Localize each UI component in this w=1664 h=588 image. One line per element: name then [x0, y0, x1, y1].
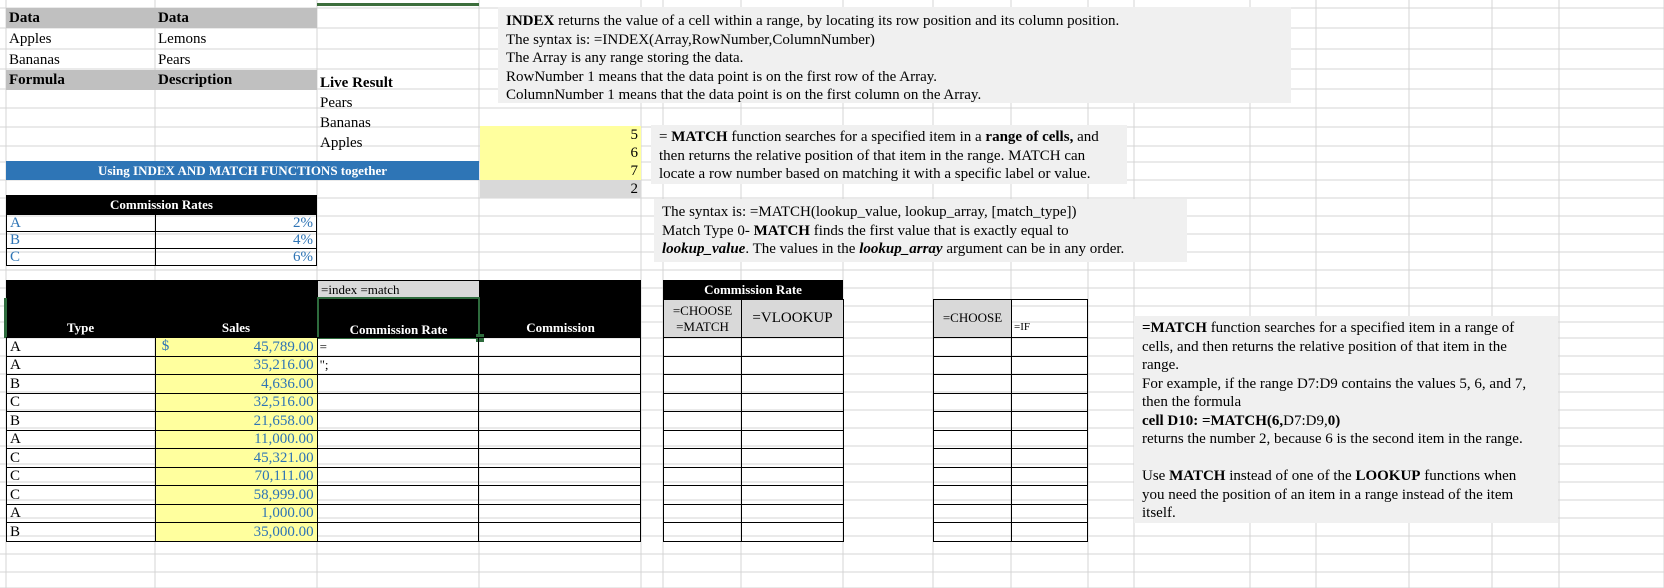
sales-header[interactable]: Sales	[221, 320, 251, 335]
match-result[interactable]: 2	[480, 180, 641, 198]
rate-type-a[interactable]: A	[7, 215, 156, 232]
table-row	[7, 467, 641, 486]
empty-cell[interactable]	[1012, 449, 1088, 468]
note-text: you need the position of an item in a range instead of the item	[1142, 486, 1514, 503]
note-text: function searches for a specified item in a range of	[1206, 320, 1515, 336]
sales-value: 21,658.00	[253, 412, 314, 429]
empty-cell[interactable]	[742, 356, 844, 375]
formula-header[interactable]: Formula	[6, 70, 155, 90]
type-cell[interactable]: B	[7, 523, 156, 542]
note-text: For example, if the range D7:D9 contains the values 5, 6, and 7,	[1142, 375, 1527, 392]
note-text: returns the value of a cell within a range, by locating its row position and its column position.	[554, 13, 1120, 29]
empty-cell[interactable]	[742, 449, 844, 468]
note-line	[1142, 430, 1550, 449]
type-cell[interactable]: C	[7, 486, 156, 505]
note-line	[506, 49, 1283, 68]
note-line	[1142, 486, 1550, 505]
note-text: Use	[1142, 468, 1170, 484]
note-text: argument can be in any order.	[942, 241, 1125, 257]
empty-cell[interactable]	[934, 504, 1012, 523]
rate-value-a[interactable]: 2%	[156, 215, 317, 232]
table-row	[7, 375, 641, 394]
table-row	[7, 232, 317, 249]
commission-cell[interactable]	[479, 412, 641, 431]
table-row	[934, 430, 1088, 449]
choose-header[interactable]: =CHOOSE	[934, 300, 1012, 338]
empty-cell[interactable]	[742, 486, 844, 505]
index-explanation-note[interactable]	[498, 7, 1291, 103]
empty-cell[interactable]	[742, 393, 844, 412]
empty-cell[interactable]	[934, 356, 1012, 375]
note-line	[506, 68, 1283, 87]
table-row	[664, 356, 844, 375]
type-header[interactable]: Type	[66, 320, 95, 335]
note-line	[506, 31, 1283, 50]
note-text: then returns the relative position of that item in the range. MATCH can	[659, 147, 1086, 164]
table-row	[934, 375, 1088, 394]
empty-cell[interactable]	[934, 449, 1012, 468]
empty-cell[interactable]	[934, 338, 1012, 357]
sales-value: 11,000.00	[254, 431, 314, 448]
note-text: =MATCH	[1142, 320, 1207, 336]
note-text: The syntax is: =MATCH(lookup_value, lookup_array, [match_type])	[662, 204, 1077, 220]
live-result-3[interactable]: Apples	[320, 135, 363, 151]
commission-cell[interactable]	[479, 393, 641, 412]
note-text: INDEX	[506, 13, 555, 29]
note-line	[659, 128, 1119, 147]
rate-value-b[interactable]: 4%	[156, 232, 317, 249]
sales-value: 58,999.00	[253, 486, 314, 503]
commission-cell[interactable]	[479, 504, 641, 523]
commission-rates-table	[6, 214, 317, 266]
data-header-b[interactable]: Data	[155, 8, 317, 28]
empty-cell[interactable]	[1012, 523, 1088, 542]
note-text: Match Type 0-	[662, 222, 754, 239]
note-line	[1142, 356, 1550, 375]
note-text: MATCH	[1169, 468, 1226, 484]
table-row	[934, 356, 1088, 375]
table-row	[664, 486, 844, 505]
commission-rate-cell[interactable]	[317, 486, 479, 505]
commission-cell[interactable]	[479, 338, 641, 357]
table-row	[7, 393, 641, 412]
sales-cell[interactable]	[155, 412, 317, 431]
sales-value: 45,321.00	[253, 449, 314, 466]
commission-cell[interactable]	[479, 449, 641, 468]
type-cell[interactable]: C	[7, 467, 156, 486]
table-row	[664, 375, 844, 394]
sales-value: 35,000.00	[253, 523, 314, 540]
table-row	[664, 449, 844, 468]
choose-label: =CHOOSE	[672, 302, 733, 318]
empty-cell[interactable]	[934, 393, 1012, 412]
note-line	[1142, 319, 1550, 338]
live-result-1[interactable]: Pears	[320, 95, 353, 111]
empty-cell[interactable]	[664, 504, 742, 523]
sales-value: 70,111.00	[254, 468, 314, 485]
note-text: range of cells,	[985, 129, 1074, 145]
note-line	[506, 12, 1283, 31]
data-header-a[interactable]: Data	[6, 8, 155, 28]
commission-rate-table	[663, 299, 844, 542]
table-row	[7, 504, 641, 523]
if-header[interactable]: =IF	[1012, 300, 1088, 338]
sales-cell[interactable]	[155, 449, 317, 468]
commission-cell[interactable]	[479, 430, 641, 449]
commission-cell[interactable]	[479, 486, 641, 505]
table-row	[7, 486, 641, 505]
description-header[interactable]: Description	[155, 70, 317, 90]
commission-rate-cell[interactable]	[317, 393, 479, 412]
note-text: 0)	[1327, 412, 1341, 429]
type-cell[interactable]: A	[7, 430, 156, 449]
empty-cell[interactable]	[742, 338, 844, 357]
commission-rate-header[interactable]: Commission Rate	[317, 297, 480, 339]
data-cell-b1[interactable]: Lemons	[158, 31, 207, 47]
sales-cell[interactable]	[155, 486, 317, 505]
empty-cell[interactable]	[742, 412, 844, 431]
note-text: locate a row number based on matching it with a specific label or value.	[659, 166, 1091, 182]
note-line	[662, 240, 1179, 259]
table-row	[7, 430, 641, 449]
sales-cell[interactable]	[155, 504, 317, 523]
commission-cell[interactable]	[479, 467, 641, 486]
commission-header[interactable]: Commission	[526, 320, 595, 335]
note-text: functions when	[1420, 468, 1517, 484]
note-line	[659, 165, 1119, 184]
empty-cell[interactable]	[742, 430, 844, 449]
table-row	[664, 523, 844, 542]
sales-cell[interactable]	[155, 338, 317, 357]
commission-cell[interactable]	[479, 523, 641, 542]
note-text: function searches for a specified item in a	[727, 129, 986, 145]
table-row	[934, 393, 1088, 412]
note-line	[1142, 338, 1550, 357]
rate-type-b[interactable]: B	[7, 232, 156, 249]
choose-match-header[interactable]	[664, 300, 742, 338]
note-text: . The values in the	[745, 241, 860, 257]
table-row	[934, 523, 1088, 542]
table-row	[934, 449, 1088, 468]
live-result-header[interactable]: Live Result	[320, 75, 393, 91]
commission-rate-cell[interactable]	[317, 449, 479, 468]
type-cell[interactable]: B	[7, 412, 156, 431]
note-line	[1142, 504, 1550, 523]
commission-cell[interactable]	[479, 356, 641, 375]
empty-cell[interactable]	[1012, 356, 1088, 375]
note-text: range.	[1142, 357, 1180, 373]
sales-cell[interactable]	[155, 467, 317, 486]
empty-cell[interactable]	[664, 523, 742, 542]
note-text: =	[659, 129, 672, 145]
table-row	[664, 338, 844, 357]
empty-cell[interactable]	[934, 523, 1012, 542]
empty-cell[interactable]	[1012, 430, 1088, 449]
match-number-1[interactable]: 5	[480, 126, 641, 144]
note-line	[662, 203, 1179, 222]
note-text: and	[1073, 129, 1099, 145]
note-line	[506, 86, 1283, 105]
empty-cell[interactable]	[664, 430, 742, 449]
table-row	[934, 486, 1088, 505]
note-line	[1142, 449, 1550, 468]
data-cell-b2[interactable]: Pears	[158, 52, 191, 68]
choose-if-table	[933, 299, 1088, 542]
sales-value: 32,516.00	[253, 394, 314, 411]
sales-value: 35,216.00	[253, 357, 314, 374]
commission-rate-cell[interactable]	[317, 467, 479, 486]
commission-rate-cell[interactable]: =	[317, 338, 479, 357]
commission-cell[interactable]	[479, 375, 641, 394]
type-cell[interactable]: A	[7, 356, 156, 375]
commission-rate-cell[interactable]	[317, 430, 479, 449]
sales-cell[interactable]	[155, 356, 317, 375]
commission-rate-cell[interactable]	[317, 412, 479, 431]
note-text: MATCH	[753, 222, 810, 239]
empty-cell[interactable]	[1012, 486, 1088, 505]
empty-cell[interactable]	[1012, 393, 1088, 412]
note-text: cell D10: =MATCH(6,	[1142, 412, 1284, 429]
rate-value-c[interactable]: 6%	[156, 249, 317, 266]
note-text: itself.	[1142, 505, 1176, 521]
match-label: =MATCH	[676, 318, 729, 334]
note-text: LOOKUP	[1355, 468, 1421, 484]
note-text: D7:D9,	[1283, 412, 1328, 429]
commission-rate-table-title[interactable]: Commission Rate	[663, 280, 843, 300]
table-row	[934, 338, 1088, 357]
table-row	[7, 412, 641, 431]
table-row	[7, 356, 641, 375]
table-row	[7, 523, 641, 542]
empty-cell[interactable]	[742, 467, 844, 486]
empty-cell[interactable]	[934, 412, 1012, 431]
live-result-2[interactable]: Bananas	[320, 115, 371, 131]
empty-cell[interactable]	[1012, 375, 1088, 394]
note-text: returns the number 2, because 6 is the second item in the range.	[1142, 431, 1523, 447]
note-line	[659, 147, 1119, 166]
empty-cell[interactable]	[664, 486, 742, 505]
type-cell[interactable]: C	[7, 393, 156, 412]
empty-cell[interactable]	[664, 356, 742, 375]
currency-symbol: $	[161, 338, 170, 354]
empty-cell[interactable]	[742, 504, 844, 523]
type-cell[interactable]: A	[7, 338, 156, 357]
note-text: then the formula	[1142, 394, 1242, 410]
match-intro-note[interactable]	[651, 125, 1127, 184]
empty-cell[interactable]	[934, 467, 1012, 486]
empty-cell[interactable]	[934, 486, 1012, 505]
empty-cell[interactable]	[664, 412, 742, 431]
note-text: The syntax is: =INDEX(Array,RowNumber,ColumnNumber)	[506, 31, 875, 48]
note-line	[1142, 412, 1550, 431]
empty-cell[interactable]	[934, 430, 1012, 449]
table-row	[664, 412, 844, 431]
note-line	[1142, 393, 1550, 412]
vlookup-header[interactable]: =VLOOKUP	[742, 300, 844, 338]
note-text: RowNumber 1 means that the data point is on the first row of the Array.	[506, 68, 938, 85]
rate-type-c[interactable]: C	[7, 249, 156, 266]
data-cell-a1[interactable]: Apples	[9, 31, 52, 47]
table-row	[934, 412, 1088, 431]
table-row	[664, 430, 844, 449]
note-text: instead of one of the	[1225, 468, 1356, 484]
table-row	[664, 504, 844, 523]
empty-cell[interactable]	[664, 393, 742, 412]
sales-value: 4,636.00	[261, 375, 314, 392]
sales-value: 45,789.00	[253, 338, 314, 355]
commission-rate-cell[interactable]: ";	[317, 356, 479, 375]
sales-table	[6, 337, 641, 542]
note-text: MATCH	[671, 129, 728, 145]
note-line	[1142, 375, 1550, 394]
empty-cell[interactable]	[742, 523, 844, 542]
sales-cell[interactable]	[155, 375, 317, 394]
note-text: The Array is any range storing the data.	[506, 50, 744, 66]
formula-hint[interactable]: =index =match	[318, 281, 479, 298]
sales-cell[interactable]	[155, 523, 317, 542]
match-example-note[interactable]	[1134, 316, 1558, 523]
sales-cell[interactable]	[155, 430, 317, 449]
note-text: ColumnNumber 1 means that the data point is on the first column on the Array.	[506, 87, 982, 103]
sales-value: 1,000.00	[261, 505, 314, 522]
empty-cell[interactable]	[664, 467, 742, 486]
type-cell[interactable]: C	[7, 449, 156, 468]
note-text: lookup_array	[859, 241, 943, 257]
data-cell-a2[interactable]: Bananas	[9, 52, 60, 68]
type-cell[interactable]: B	[7, 375, 156, 394]
selected-cell-top-border	[317, 3, 479, 6]
match-number-2[interactable]: 6	[480, 144, 641, 162]
match-syntax-note[interactable]	[654, 199, 1187, 262]
selection-left-edge	[4, 298, 7, 338]
table-row	[934, 467, 1088, 486]
table-row	[664, 300, 844, 338]
table-row	[7, 215, 317, 232]
note-text: cells, and then returns the relative position of that item in the	[1142, 338, 1507, 355]
table-row	[934, 300, 1088, 338]
empty-cell[interactable]	[742, 375, 844, 394]
empty-cell[interactable]	[1012, 504, 1088, 523]
sales-cell[interactable]	[155, 393, 317, 412]
empty-cell[interactable]	[664, 338, 742, 357]
table-row	[7, 249, 317, 266]
empty-cell[interactable]	[1012, 412, 1088, 431]
note-text: lookup_value	[662, 241, 746, 257]
table-row	[7, 338, 641, 357]
table-row	[7, 449, 641, 468]
table-row	[664, 393, 844, 412]
table-row	[934, 504, 1088, 523]
note-line	[1142, 467, 1550, 486]
type-cell[interactable]: A	[7, 504, 156, 523]
note-line	[662, 222, 1179, 241]
note-text: finds the first value that is exactly equal to	[809, 222, 1069, 239]
table-row	[664, 467, 844, 486]
empty-cell[interactable]	[664, 449, 742, 468]
empty-cell[interactable]	[664, 375, 742, 394]
empty-cell[interactable]	[1012, 467, 1088, 486]
commission-rates-title[interactable]: Commission Rates	[6, 195, 317, 215]
section-banner[interactable]: Using INDEX AND MATCH FUNCTIONS together	[6, 161, 479, 180]
commission-rate-cell[interactable]	[317, 504, 479, 523]
empty-cell[interactable]	[934, 375, 1012, 394]
commission-rate-cell[interactable]	[317, 523, 479, 542]
empty-cell[interactable]	[1012, 338, 1088, 357]
commission-rate-cell[interactable]	[317, 375, 479, 394]
match-number-3[interactable]: 7	[480, 162, 641, 180]
